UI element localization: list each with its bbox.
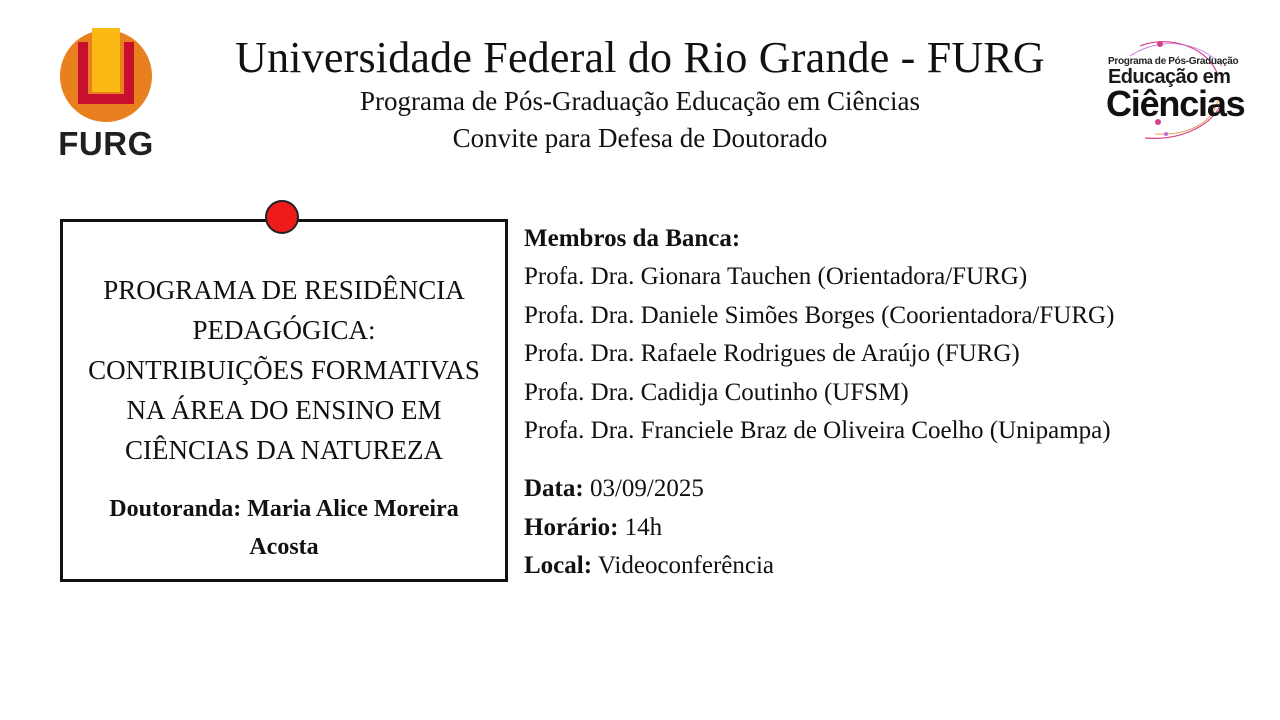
committee-member: Profa. Dra. Cadidja Coutinho (UFSM) <box>524 378 909 406</box>
doctoral-candidate-line: Doutoranda: Maria Alice Moreira <box>109 496 459 522</box>
doctoral-candidate-line: Acosta <box>249 534 319 560</box>
committee-member: Profa. Dra. Daniele Simões Borges (Coorientadora/FURG) <box>524 301 1115 329</box>
committee-member: Profa. Dra. Franciele Braz de Oliveira Coelho (Unipampa) <box>524 417 1111 444</box>
thesis-title-line: NA ÁREA DO ENSINO EM <box>126 395 442 425</box>
pin-icon <box>265 200 299 234</box>
thesis-title-line: CIÊNCIAS DA NATUREZA <box>124 435 443 465</box>
committee-section <box>524 220 1244 451</box>
date-value: 03/09/2025 <box>589 475 704 502</box>
university-title: Universidade Federal do Rio Grande - FURG <box>235 33 1045 82</box>
doctoral-candidate <box>83 490 485 566</box>
committee-heading: Membros da Banca: <box>524 225 741 252</box>
date-row <box>524 470 1244 509</box>
invite-title: Convite para Defesa de Doutorado <box>452 123 828 153</box>
committee-member: Profa. Dra. Gionara Tauchen (Orientadora/FURG) <box>524 263 1028 290</box>
time-value: 14h <box>624 513 663 541</box>
thesis-title-line: PROGRAMA DE RESIDÊNCIA <box>103 275 465 305</box>
header <box>180 30 1100 160</box>
place-label: Local: <box>524 552 593 579</box>
thesis-title-line: PEDAGÓGICA: <box>192 315 376 345</box>
furg-emblem-icon <box>56 28 156 124</box>
place-value: Videoconferência <box>597 552 775 579</box>
ppg-logo-line2: Educação em <box>1108 66 1231 88</box>
program-title: Programa de Pós-Graduação Educação em Ciências <box>359 86 921 116</box>
thesis-box <box>60 219 508 582</box>
furg-logo-text: FURG <box>58 125 154 162</box>
ppg-logo-line1: Programa de Pós-Graduação <box>1108 56 1239 67</box>
time-label: Horário: <box>524 513 619 541</box>
thesis-title-line: CONTRIBUIÇÕES FORMATIVAS <box>88 355 480 385</box>
ppg-logo-line3: Ciências <box>1106 83 1245 124</box>
committee-member: Profa. Dra. Rafaele Rodrigues de Araújo (FURG) <box>524 340 1020 367</box>
defense-details <box>524 470 1244 586</box>
thesis-title <box>63 270 505 470</box>
ppg-logo <box>1100 36 1245 141</box>
date-label: Data: <box>524 475 584 502</box>
time-row <box>524 509 1244 548</box>
furg-logo <box>56 28 156 163</box>
place-row <box>524 547 1244 586</box>
